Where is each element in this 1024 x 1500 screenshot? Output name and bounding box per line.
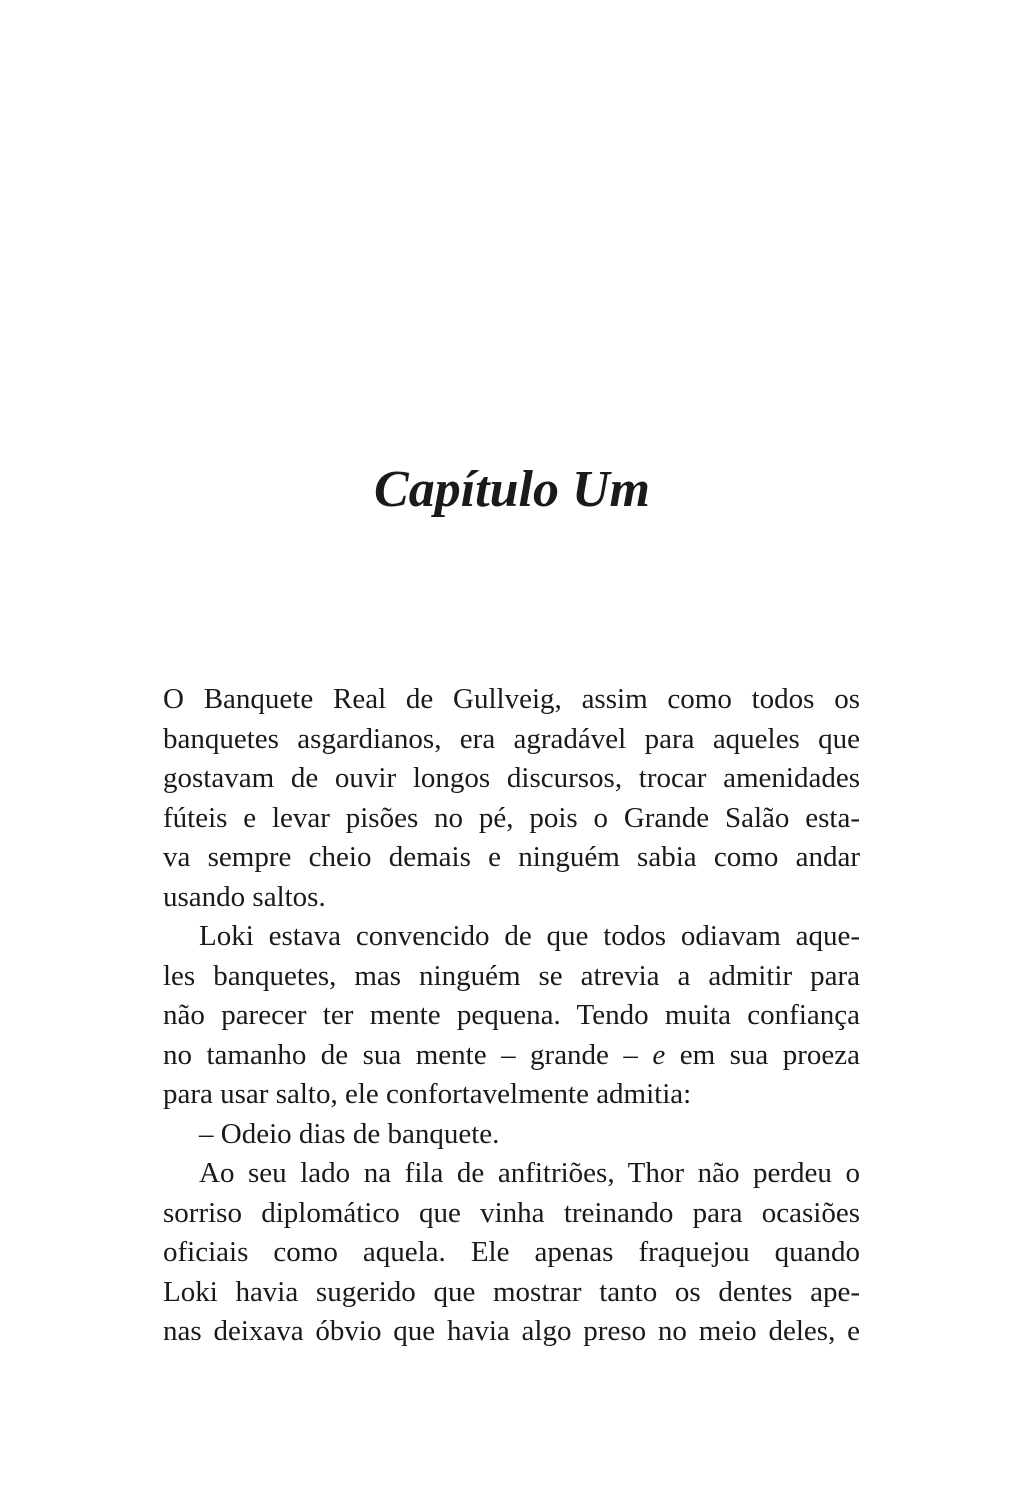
text-line: fúteis e levar pisões no pé, pois o Grande Salão esta-	[163, 801, 860, 834]
chapter-body	[163, 680, 860, 1352]
text-line-with-emphasis	[163, 1036, 860, 1076]
text-line: usando saltos.	[163, 880, 326, 913]
chapter-title: Capítulo Um	[374, 461, 650, 518]
text-segment: em sua proeza	[679, 1038, 861, 1071]
text-line: nas deixava óbvio que havia algo preso no meio deles, e	[163, 1315, 860, 1347]
text-line: não parecer ter mente pequena. Tendo muita confiança	[163, 999, 860, 1031]
text-line: sorriso diplomático que vinha treinando para ocasiões	[163, 1196, 860, 1229]
text-line: para usar salto, ele confortavelmente admitia:	[163, 1078, 692, 1110]
text-line: Ao seu lado na fila de anfitriões, Thor não perdeu o	[199, 1157, 860, 1189]
text-line: gostavam de ouvir longos discursos, trocar amenidades	[163, 762, 860, 794]
text-line: va sempre cheio demais e ninguém sabia como andar	[163, 841, 860, 873]
text-line: oficiais como aquela. Ele apenas fraquejou quando	[163, 1236, 860, 1268]
text-line: Loki havia sugerido que mostrar tanto os dentes ape-	[163, 1275, 860, 1308]
text-line: O Banquete Real de Gullveig, assim como todos os	[163, 683, 860, 715]
dialogue-line: – Odeio dias de banquete.	[199, 1117, 500, 1150]
text-segment: no tamanho de sua mente – grande –	[163, 1038, 638, 1071]
text-line: banquetes asgardianos, era agradável para aqueles que	[163, 722, 860, 755]
emphasized-word: e	[652, 1038, 666, 1071]
text-line: les banquetes, mas ninguém se atrevia a admitir para	[163, 959, 860, 992]
text-line: Loki estava convencido de que todos odiavam aque-	[199, 920, 860, 952]
